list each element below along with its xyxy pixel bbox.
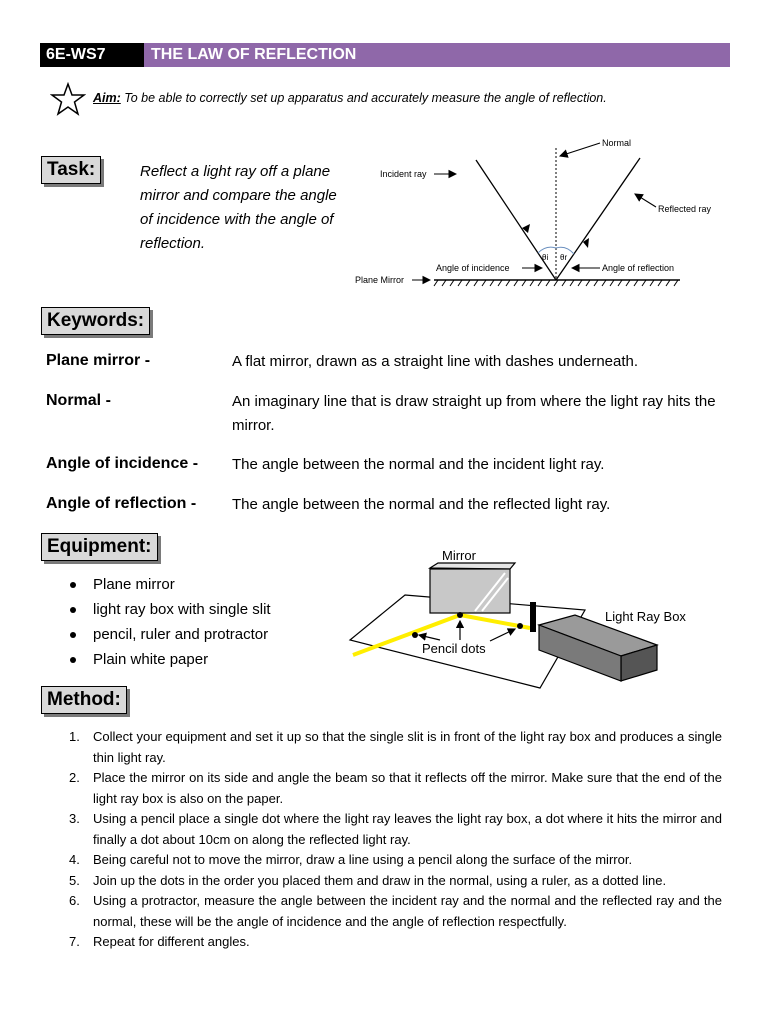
reflection-diagram [350, 130, 730, 295]
step-text: Using a protractor, measure the angle between the incident ray and the normal and the reflected ray and the normal, these will be the angle of incidence and the angle of reflection respectfully. [93, 893, 722, 929]
step-text: Collect your equipment and set it up so that the single slit is in front of the light ray box and produces a single thin light ray. [93, 729, 722, 765]
step-text: Place the mirror on its side and angle the beam so that it reflects off the mirror. Make sure that the end of the light ray box is also on the paper. [93, 770, 722, 806]
plane-mirror-label: Plane Mirror [355, 275, 405, 285]
reflected-ray-line [556, 158, 640, 280]
angle-of-reflection-label: Angle of reflection [602, 263, 675, 273]
equipment-heading: Equipment: [41, 533, 158, 561]
single-slit [530, 602, 536, 632]
keyword-definition: An imaginary line that is draw straight up from where the light ray hits the mirror. [232, 393, 716, 434]
equipment-illustration [345, 545, 720, 695]
keyword-definition: A flat mirror, drawn as a straight line with dashes underneath. [232, 353, 639, 370]
method-steps [66, 727, 722, 953]
step-text: Being careful not to move the mirror, draw a line using a pencil along the surface of the mirror. [93, 852, 633, 867]
list-item: 1. Collect your equipment and set it up so that the single slit is in front of the light ray box and produces a single thin light ray. [69, 729, 722, 765]
mirror-hatching [434, 280, 678, 286]
list-item: Plain white paper [70, 650, 271, 675]
list-item: Plane mirror [70, 575, 271, 600]
task-heading: Task: [41, 156, 101, 184]
worksheet-code: 6E-WS7 [40, 43, 144, 67]
method-heading: Method: [41, 686, 127, 714]
pencil-dot [517, 623, 523, 629]
angle-of-incidence-label: Angle of incidence [436, 263, 510, 273]
incident-ray-line [476, 160, 556, 280]
normal-label: Normal [602, 138, 632, 148]
keyword-term: Angle of reflection - [46, 495, 197, 512]
theta-i-label: θi [542, 253, 549, 262]
page-title: THE LAW OF REFLECTION [144, 43, 730, 67]
pencil-dot [457, 612, 463, 618]
pencil-dot [412, 632, 418, 638]
keywords-heading: Keywords: [41, 307, 150, 335]
keyword-term: Normal - [46, 392, 111, 409]
list-item: 2. Place the mirror on its side and angle the beam so that it reflects off the mirror. Make sure that the end of the light ray box is also on the paper. [69, 770, 722, 806]
keyword-definition: The angle between the normal and the incident light ray. [232, 456, 605, 473]
star-icon [50, 82, 86, 116]
task-text: Reflect a light ray off a plane mirror and compare the angle of incidence with the angle of reflection. [140, 163, 337, 252]
list-item: pencil, ruler and protractor [70, 625, 271, 650]
list-item: 5. Join up the dots in the order you placed them and draw in the normal, using a ruler, as a dotted line. [69, 872, 667, 888]
equipment-list [70, 575, 271, 675]
list-item: 4. Being careful not to move the mirror, draw a line using a pencil along the surface of the mirror. [69, 852, 633, 867]
list-item: light ray box with single slit [70, 600, 271, 625]
keyword-definition: The angle between the normal and the reflected light ray. [232, 496, 611, 513]
aim-label: Aim: [93, 91, 121, 105]
step-text: Join up the dots in the order you placed them and draw in the normal, using a ruler, as a dotted line. [93, 872, 667, 888]
keyword-term: Angle of incidence - [46, 455, 199, 472]
mirror-label: Mirror [442, 548, 476, 563]
reflected-ray-label: Reflected ray [658, 204, 712, 214]
theta-r-label: θr [560, 253, 568, 262]
step-text: Repeat for different angles. [93, 934, 250, 949]
list-item: 7. Repeat for different angles. [69, 934, 250, 949]
aim-statement [93, 91, 607, 105]
step-text: Using a pencil place a single dot where the light ray leaves the light ray box, a dot where it hits the mirror and finally a dot about 10cm on along the reflected light ray. [93, 811, 722, 847]
list-item: 3. Using a pencil place a single dot where the light ray leaves the light ray box, a dot where it hits the mirror and finally a dot about 10cm on along the reflected light ray. [69, 811, 722, 847]
list-item: 6. Using a protractor, measure the angle between the incident ray and the normal and the reflected ray and the normal, these will be the angle of incidence and the angle of reflection respectfully. [69, 893, 722, 929]
aim-text: To be able to correctly set up apparatus and accurately measure the angle of reflection. [124, 91, 607, 105]
light-ray-box-label: Light Ray Box [605, 609, 686, 624]
keyword-term: Plane mirror - [46, 352, 151, 369]
pencil-dots-label: Pencil dots [422, 641, 486, 656]
incident-ray-label: Incident ray [380, 169, 427, 179]
